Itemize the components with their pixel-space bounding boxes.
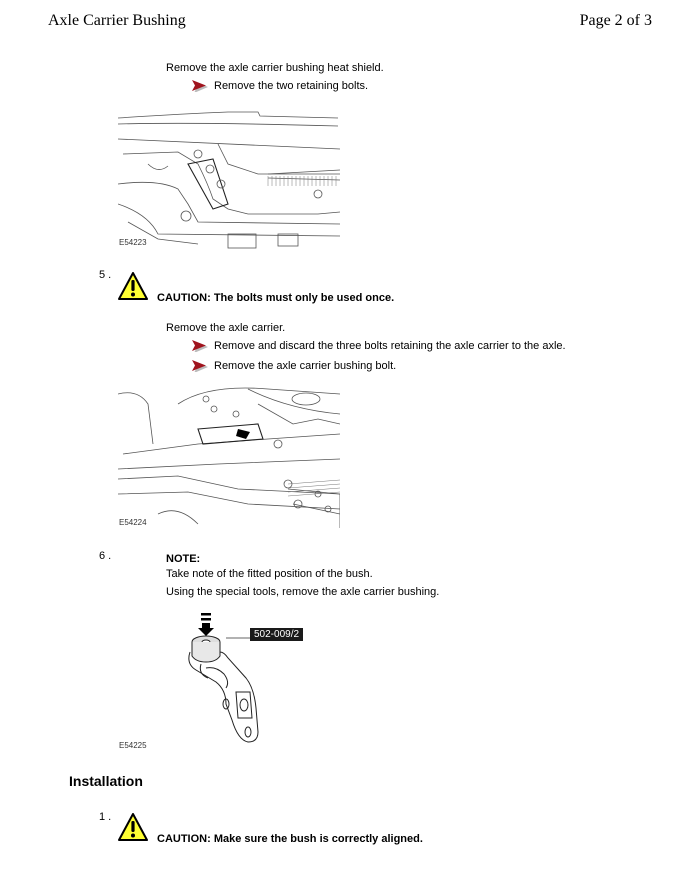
step4-substep bbox=[192, 80, 368, 92]
note-text: Take note of the fitted position of the bush. bbox=[166, 568, 373, 580]
warning-triangle-icon bbox=[118, 272, 148, 300]
document-title: Axle Carrier Bushing bbox=[48, 12, 186, 29]
step6-instruction: Using the special tools, remove the axle carrier bushing. bbox=[166, 586, 440, 598]
step4-instruction: Remove the axle carrier bushing heat shield. bbox=[166, 62, 384, 74]
substep-text: Remove and discard the three bolts retaining the axle carrier to the axle. bbox=[214, 340, 566, 352]
substep-text: Remove the two retaining bolts. bbox=[214, 80, 369, 92]
substep-text: Remove the axle carrier bushing bolt. bbox=[214, 360, 397, 372]
figure-heat-shield bbox=[118, 104, 340, 250]
step5-instruction: Remove the axle carrier. bbox=[166, 322, 286, 334]
red-arrow-icon bbox=[192, 340, 208, 352]
warning-triangle-icon bbox=[118, 813, 148, 841]
page-indicator: Page 2 of 3 bbox=[579, 12, 652, 29]
step-number: 5 . bbox=[99, 269, 112, 281]
red-arrow-icon bbox=[192, 80, 208, 92]
tool-label: 502-009/2 bbox=[250, 628, 303, 641]
step-number: 1 . bbox=[99, 811, 112, 823]
note-label: NOTE: bbox=[166, 553, 201, 565]
figure-caption: E54224 bbox=[119, 518, 147, 527]
step-number: 6 . bbox=[99, 550, 112, 562]
red-arrow-icon bbox=[192, 360, 208, 372]
figure-caption: E54225 bbox=[119, 741, 147, 750]
caution-text: CAUTION: The bolts must only be used once. bbox=[157, 292, 395, 304]
figure-caption: E54223 bbox=[119, 238, 147, 247]
caution-text: CAUTION: Make sure the bush is correctly aligned. bbox=[157, 833, 423, 845]
figure-axle-carrier bbox=[118, 384, 340, 528]
section-heading: Installation bbox=[69, 773, 143, 789]
step5-substep-2 bbox=[192, 360, 396, 372]
step5-substep-1 bbox=[192, 340, 566, 352]
